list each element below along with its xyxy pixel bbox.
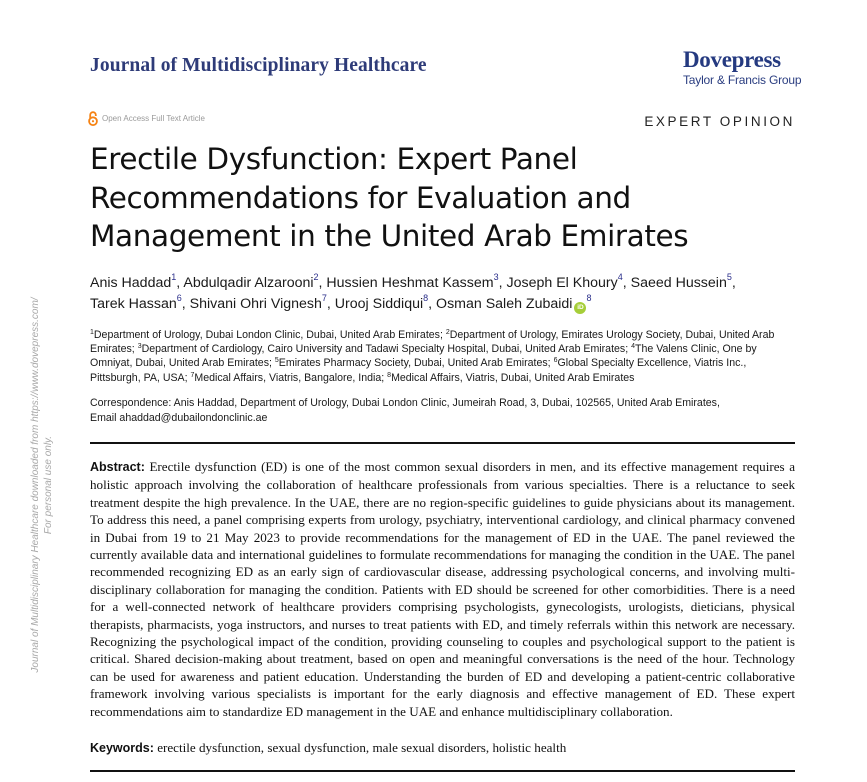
- author-name: Saeed Hussein: [630, 275, 727, 291]
- author[interactable]: [326, 272, 499, 291]
- author-name: Joseph El Khoury: [506, 275, 618, 291]
- open-access-lock-icon: [88, 111, 98, 126]
- download-watermark: [18, 275, 66, 695]
- title-line: Erectile Dysfunction: Expert Panel: [90, 142, 578, 176]
- watermark-line-2: For personal use only.: [43, 435, 54, 535]
- author[interactable]: [90, 293, 182, 312]
- article-title: [90, 140, 688, 256]
- affiliation-ref[interactable]: 2: [313, 272, 319, 282]
- affiliations: [90, 328, 798, 385]
- author-name: Urooj Siddiqui: [334, 296, 424, 312]
- keywords-text: erectile dysfunction, sexual dysfunction, male sexual disorders, holistic health: [157, 740, 567, 755]
- affiliation-number: 2: [445, 329, 450, 336]
- author[interactable]: [436, 293, 592, 312]
- affiliation-number: 8: [387, 371, 392, 379]
- open-access-label: Open Access Full Text Article: [102, 114, 206, 123]
- abstract-text: Erectile dysfunction (ED) is one of the most common sexual disorders in men, and its effective management requires a holistic approach involving the collaboration of healthcare professionals from various specialties. There is a reluctance to seek treatment despite the high prevalence. In the UAE, there are no region-specific guidelines to guide physicians about its management. To address this need, a panel comprising experts from urology, psychiatry, interventional cardiology, and clinical pharmacy convened in Dubai from 19 to 21 May 2023 to provide recommendations for the management of ED in the UAE. The panel reviewed the currently available data and international guidelines to formulate recommendations for managing the condition in the UAE. The panel recommended recognizing ED as an early sign of cardiovascular disease, addressing psychological concerns, and involving multi-disciplinary collaboration for managing the condition. Patients with ED should be screened for other comorbidities. There is a need for a well-connected network of healthcare providers comprising psychologists, gynecologists, urologists, dieticians, physical therapists, pharmacists, yoga instructors, and nurses to treat patients with ED, and timely referrals within this network are necessary. Recognizing the psychological impact of the condition, providing counseling to couples and psychological support to the patient is critical. Shared decision-making about treatment, based on open and meaningful conversations is the need of the hour. Technology can be used for awareness and patient education. Understanding the burden of ED and developing a patient-centric collaborative framework involving various specialists is important for the early diagnosis and effective management of ED. These expert recommendations aim to standardize ED management in the UAE and enhance multidisciplinary collaboration.: [90, 459, 795, 719]
- watermark-line-1: Journal of Multidisciplinary Healthcare downloaded from https://www.dovepress.com/: [30, 297, 41, 673]
- correspondence-email[interactable]: Email ahaddad@dubailondonclinic.ae: [90, 411, 268, 424]
- publisher-logo[interactable]: [683, 47, 801, 87]
- author-name: Anis Haddad: [90, 275, 172, 291]
- author-list: Anis Haddad$^1$, Abdulqadir Alzarooni$^2$, Hussien Heshmat Kassem$^3$, Joseph El Khoury$^4$, Saeed Hussein$^5$, Tarek Hassan$^6$, Shivani Ohri Vignesh$^7$, Urooj Siddiqui$^8$, Osman Saleh Zubaidi $iD^8$: [90, 272, 736, 312]
- abstract: [90, 458, 795, 720]
- author-name: Hussien Heshmat Kassem: [326, 275, 494, 291]
- author-name: Abdulqadir Alzarooni: [183, 275, 314, 291]
- section-divider: [90, 770, 795, 772]
- affiliation-text: Department of Urology, Dubai London Clinic, Dubai, United Arab Emirates;: [93, 329, 446, 341]
- affiliation-text: Medical Affairs, Viatris, Dubai, United Arab Emirates: [391, 371, 635, 384]
- author[interactable]: [506, 272, 623, 291]
- affiliation-text: Department of Urology, Emirates Urology Society, Dubai, United Arab Emirates;: [90, 329, 775, 356]
- correspondence-address: Correspondence: Anis Haddad, Department of Urology, Dubai London Clinic, Jumeirah Road, 3, Dubai, 102565, United Arab Emirates,: [90, 397, 720, 409]
- title-line: Management in the United Arab Emirates: [90, 219, 689, 253]
- author-name: Osman Saleh Zubaidi: [436, 296, 573, 312]
- article-type: EXPERT OPINION: [644, 114, 795, 129]
- affiliation-number: 6: [553, 357, 558, 365]
- publisher-group: Taylor & Francis Group: [683, 73, 802, 87]
- affiliation-ref[interactable]: 8: [586, 293, 592, 303]
- author[interactable]: [183, 272, 319, 291]
- affiliation-number: 7: [190, 371, 195, 379]
- affiliation-number: 4: [631, 343, 635, 351]
- correspondence: [90, 396, 805, 425]
- author[interactable]: [334, 293, 429, 312]
- affiliation-ref[interactable]: 4: [617, 272, 623, 282]
- affiliation-text: The Valens Clinic, One by Omniyat, Dubai, United Arab Emirates;: [90, 343, 757, 370]
- author-name: Tarek Hassan: [90, 296, 177, 312]
- keywords: [90, 739, 795, 757]
- abstract-label: Abstract:: [90, 460, 145, 474]
- author-name: Shivani Ohri Vignesh: [189, 296, 322, 312]
- author[interactable]: [630, 272, 732, 291]
- affiliation-ref[interactable]: 5: [726, 272, 732, 282]
- affiliation-ref[interactable]: 1: [171, 272, 177, 282]
- section-divider: [90, 442, 795, 444]
- title-line: Recommendations for Evaluation and: [90, 180, 631, 215]
- author[interactable]: [189, 293, 327, 312]
- affiliation-text: Medical Affairs, Viatris, Bangalore, India;: [194, 371, 388, 384]
- affiliation-number: 3: [137, 343, 142, 351]
- affiliation-ref[interactable]: 8: [423, 293, 429, 303]
- journal-title[interactable]: Journal of Multidisciplinary Healthcare: [90, 55, 427, 76]
- affiliation-ref[interactable]: 3: [493, 272, 499, 282]
- author[interactable]: [90, 272, 177, 291]
- affiliation-text: Department of Cardiology, Cairo University and Tadawi Specialty Hospital, Dubai, United Arab Emirates;: [141, 343, 632, 356]
- affiliation-text: Emirates Pharmacy Society, Dubai, United Arab Emirates;: [278, 357, 554, 370]
- affiliation-text: Global Specialty Excellence, Viatris Inc., Pittsburgh, PA, USA;: [90, 357, 747, 384]
- affiliation-ref[interactable]: 7: [321, 293, 327, 303]
- open-access-badge: [88, 111, 205, 126]
- affiliation-number: 5: [274, 357, 279, 365]
- affiliation-number: 1: [90, 329, 94, 336]
- publisher-name: Dovepress: [683, 47, 781, 72]
- orcid-icon[interactable]: iD: [574, 302, 586, 314]
- affiliation-ref[interactable]: 6: [176, 293, 182, 303]
- keywords-label: Keywords:: [90, 741, 154, 755]
